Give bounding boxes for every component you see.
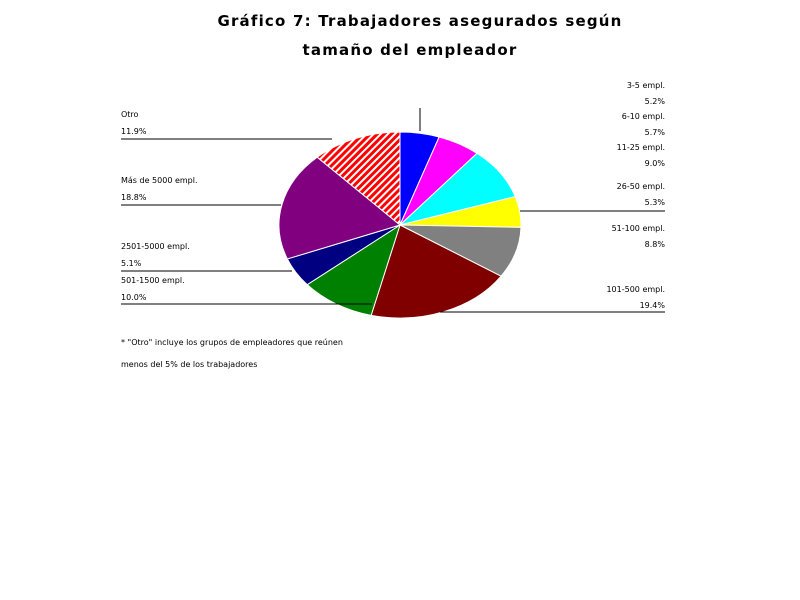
- slice-label-name: Más de 5000 empl.: [121, 176, 198, 185]
- slice-label-name: 101-500 empl.: [606, 285, 665, 294]
- slice-label-value: 18.8%: [121, 193, 147, 202]
- pie-slices: [279, 132, 521, 318]
- slice-label-value: 19.4%: [639, 301, 665, 310]
- slice-label-value: 9.0%: [644, 159, 665, 168]
- slice-label-value: 5.1%: [121, 259, 142, 268]
- slice-label-name: 26-50 empl.: [616, 182, 665, 191]
- chart-title-line-2: tamaño del empleador: [302, 41, 518, 59]
- slice-label-name: 6-10 empl.: [621, 112, 665, 121]
- slice-label-name: 3-5 empl.: [626, 81, 665, 90]
- slice-label-name: 11-25 empl.: [616, 143, 665, 152]
- slice-label-name: 501-1500 empl.: [121, 276, 185, 285]
- slice-label-value: 5.7%: [644, 128, 665, 137]
- slice-label-value: 11.9%: [121, 127, 147, 136]
- slice-label-value: 5.2%: [644, 97, 665, 106]
- footnote-line-2: menos del 5% de los trabajadores: [121, 360, 258, 369]
- slice-label-value: 5.3%: [644, 198, 665, 207]
- footnote-line-1: * "Otro" incluye los grupos de empleadores que reúnen: [121, 338, 343, 347]
- slice-label-value: 10.0%: [121, 293, 147, 302]
- slice-label-name: 2501-5000 empl.: [121, 242, 190, 251]
- slice-label-name: 51-100 empl.: [611, 224, 665, 233]
- chart-title-line-1: Gráfico 7: Trabajadores asegurados según: [217, 12, 623, 30]
- slice-label-name: Otro: [121, 110, 139, 119]
- slice-label-value: 8.8%: [644, 240, 665, 249]
